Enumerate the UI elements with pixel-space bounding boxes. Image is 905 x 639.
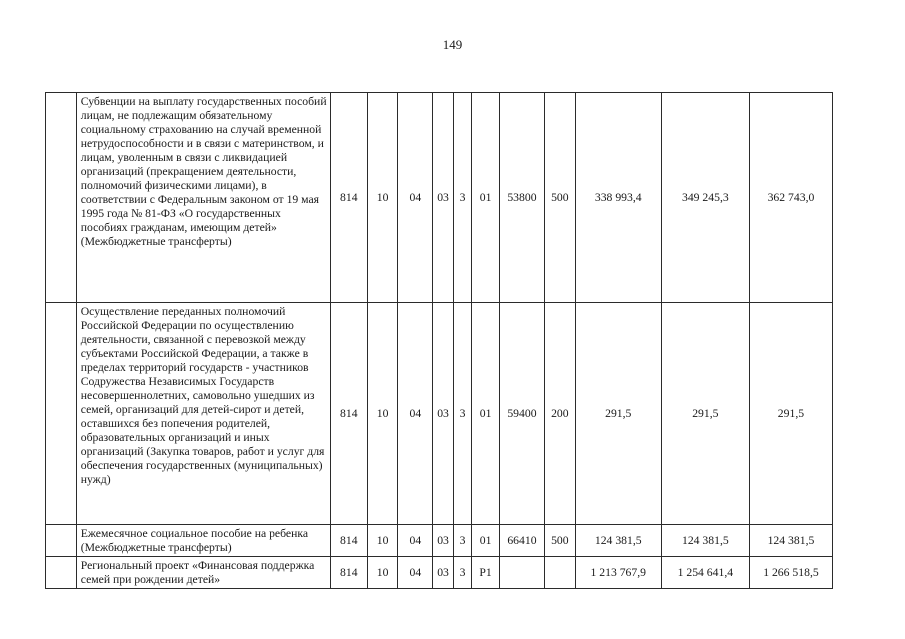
subprogram-code-cell: 3: [453, 525, 471, 557]
expense-type-cell: 500: [544, 525, 575, 557]
row-number-cell: [46, 557, 77, 589]
amount-year3-cell: 1 266 518,5: [749, 557, 832, 589]
section-code-cell: 10: [367, 93, 398, 303]
section-code-cell: 10: [367, 525, 398, 557]
amount-year2-cell: 124 381,5: [661, 525, 749, 557]
section-code-cell: 10: [367, 557, 398, 589]
amount-year1-cell: 124 381,5: [575, 525, 661, 557]
amount-year1-cell: 1 213 767,9: [575, 557, 661, 589]
row-number-cell: [46, 93, 77, 303]
table-row: [46, 525, 833, 557]
table-row: [46, 303, 833, 525]
amount-year3-cell: 124 381,5: [749, 525, 832, 557]
subsection-code-cell: 04: [398, 557, 433, 589]
subsection-code-cell: 04: [398, 525, 433, 557]
program-code-cell: 03: [433, 93, 453, 303]
section-code-cell: 10: [367, 303, 398, 525]
program-code-cell: 03: [433, 557, 453, 589]
activity-code-cell: Р1: [472, 557, 500, 589]
amount-year1-cell: 291,5: [575, 303, 661, 525]
page-number: 149: [442, 37, 463, 52]
expense-type-cell: 200: [544, 303, 575, 525]
subprogram-code-cell: 3: [453, 93, 471, 303]
amount-year1-cell: 338 993,4: [575, 93, 661, 303]
direction-code-cell: 66410: [499, 525, 544, 557]
amount-year3-cell: 362 743,0: [749, 93, 832, 303]
program-code-cell: 03: [433, 303, 453, 525]
amount-year3-cell: 291,5: [749, 303, 832, 525]
expense-type-cell: [544, 557, 575, 589]
direction-code-cell: [499, 557, 544, 589]
table-row: [46, 93, 833, 303]
item-name-cell: Ежемесячное социальное пособие на ребенка (Межбюджетные трансферты): [76, 525, 330, 557]
chapter-code-cell: 814: [330, 525, 367, 557]
program-code-cell: 03: [433, 525, 453, 557]
row-number-cell: [46, 525, 77, 557]
subprogram-code-cell: 3: [453, 303, 471, 525]
chapter-code-cell: 814: [330, 303, 367, 525]
expense-type-cell: 500: [544, 93, 575, 303]
budget-table: [45, 92, 833, 589]
item-name-cell: Субвенции на выплату государственных пособий лицам, не подлежащим обязательному социальному страхованию на случай временной нетрудоспособности и в связи с материнством, и лицам, уволенным в связи с ликвидацией организаций (прекращением деятельности, полномочий физическими лицами), в соответствии с Федеральным законом от 19 мая 1995 года № 81-ФЗ «О государственных пособиях гражданам, имеющим детей» (Межбюджетные трансферты): [76, 93, 330, 303]
amount-year2-cell: 349 245,3: [661, 93, 749, 303]
direction-code-cell: 53800: [499, 93, 544, 303]
chapter-code-cell: 814: [330, 93, 367, 303]
activity-code-cell: 01: [472, 525, 500, 557]
subsection-code-cell: 04: [398, 303, 433, 525]
amount-year2-cell: 291,5: [661, 303, 749, 525]
activity-code-cell: 01: [472, 93, 500, 303]
amount-year2-cell: 1 254 641,4: [661, 557, 749, 589]
item-name-cell: Региональный проект «Финансовая поддержка семей при рождении детей»: [76, 557, 330, 589]
item-name-cell: Осуществление переданных полномочий Российской Федерации по осуществлению деятельности, связанной с перевозкой между субъектами Российской Федерации, а также в пределах территорий государств - участников Содружества Независимых Государств несовершеннолетних, самовольно ушедших из семей, организаций для детей-сирот и детей, оставшихся без попечения родителей, образовательных организаций и иных организаций (Закупка товаров, работ и услуг для обеспечения государственных (муниципальных) нужд): [76, 303, 330, 525]
row-number-cell: [46, 303, 77, 525]
subprogram-code-cell: 3: [453, 557, 471, 589]
direction-code-cell: 59400: [499, 303, 544, 525]
subsection-code-cell: 04: [398, 93, 433, 303]
chapter-code-cell: 814: [330, 557, 367, 589]
table-row: [46, 557, 833, 589]
activity-code-cell: 01: [472, 303, 500, 525]
